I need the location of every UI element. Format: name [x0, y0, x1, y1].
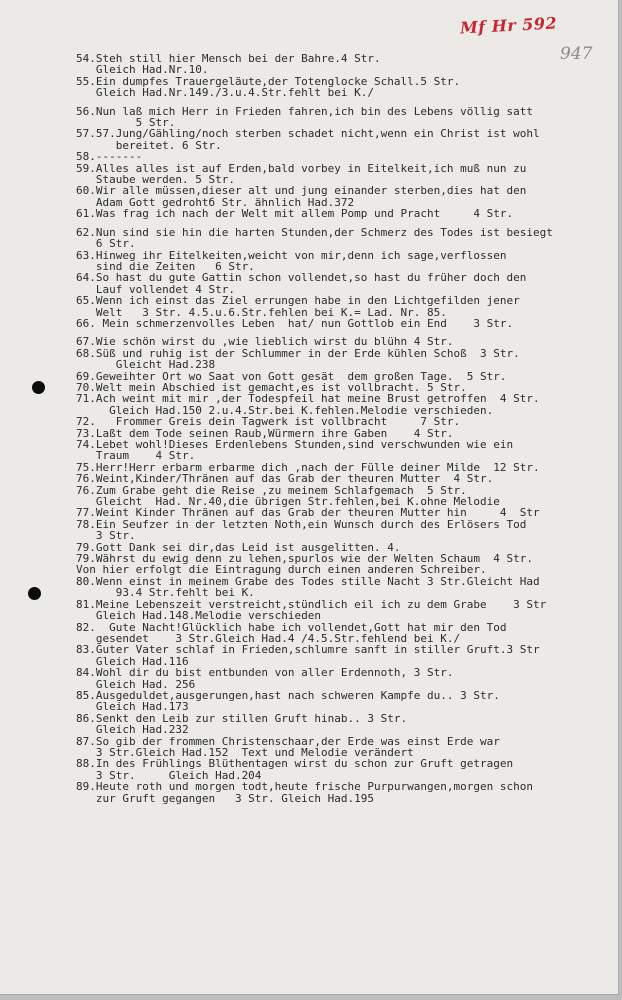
entry-line: 60.Wir alle müssen,dieser alt und jung einander sterben,dies hat den [76, 184, 527, 198]
song-entry [76, 485, 614, 508]
entry-line: Gleicht Had.238 [76, 358, 216, 372]
entry-line: Gleich Had.150 2.u.4.Str.bei K.fehlen.Melodie verschieden. [76, 403, 494, 417]
entry-line: 63.Hinweg ihr Eitelkeiten,weicht von mir,denn ich sage,verflossen [76, 248, 507, 262]
folio-number: 947 [560, 44, 593, 64]
shelfmark-annotation: Mf Hr 592 [459, 13, 558, 38]
song-entry [76, 439, 614, 462]
entry-line: Von hier erfolgt die Eintragung durch einen anderen Schreiber. [76, 563, 487, 577]
song-entry [76, 128, 614, 151]
song-entry [76, 622, 614, 645]
song-entry [76, 393, 614, 416]
song-entry [76, 151, 614, 162]
song-entry [76, 250, 614, 273]
entry-line: gesendet 3 Str.Gleich Had.4 /4.5.Str.fehlend bei K./ [76, 631, 461, 645]
entry-line: 64.So hast du gute Gattin schon vollendet,so hast du früher doch den [76, 271, 527, 285]
punch-hole [32, 381, 45, 394]
song-entry [76, 553, 614, 576]
entry-line: 83.Guter Vater schlaf in Frieden,schlumre sanft in stiller Gruft.3 Str [76, 643, 540, 657]
entry-line: 62.Nun sind sie hin die harten Stunden,der Schmerz des Todes ist besiegt [76, 225, 553, 239]
song-entry [76, 599, 614, 622]
entry-line: Gleich Had.116 [76, 654, 189, 668]
entry-line: 59.Alles alles ist auf Erden,bald vorbey in Eitelkeit,ich muß nun zu [76, 161, 527, 175]
entry-line: Adam Gott gedrohtб Str. ähnlich Had.372 [76, 195, 355, 209]
entry-line: 72. Frommer Greis dein Tagwerk ist vollbracht 7 Str. [76, 415, 461, 429]
song-entry [76, 295, 614, 318]
entry-line: Gleich Had.148.Melodie verschieden [76, 609, 322, 623]
entry-line: Gleich Had.Nr.10. [76, 63, 209, 77]
entry-line: 79.Währst du ewig denn zu lehen,spurlos wie der Welten Schaum 4 Str. [76, 552, 533, 566]
song-entry [76, 227, 614, 250]
entry-line: 88.In des Frühlings Blüthentagen wirst du schon zur Gruft getragen [76, 757, 514, 771]
entry-line: 75.Herr!Herr erbarm erbarme dich ,nach der Fülle deiner Milde 12 Str. [76, 460, 540, 474]
song-entry [76, 416, 614, 427]
song-entry [76, 348, 614, 371]
song-entry [76, 272, 614, 295]
song-entry [76, 690, 614, 713]
entry-line: 82. Gute Nacht!Glücklich habe ich vollendet,Gott hat mir den Tod [76, 620, 507, 634]
entry-line: sind die Zeiten 6 Str. [76, 259, 255, 273]
song-entry [76, 758, 614, 781]
entry-line: 5 Str. [76, 116, 176, 130]
entry-line: 86.Senkt den Leib zur stillen Gruft hinab.. 3 Str. [76, 711, 408, 725]
entry-line: 66. Mein schmerzenvolles Leben hat/ nun Gottlob ein End 3 Str. [76, 316, 514, 330]
song-entry [76, 163, 614, 186]
song-entry [76, 519, 614, 542]
entry-line: Welt 3 Str. 4.5.u.6.Str.fehlen bei K.= Lad. Nr. 85. [76, 305, 447, 319]
entry-line: 76.Weint,Kinder/Thränen auf das Grab der theuren Mutter 4 Str. [76, 472, 494, 486]
entry-line: 69.Geweihter Ort wo Saat von Gott gesät dem großen Tage. 5 Str. [76, 369, 507, 383]
entry-line: 89.Heute roth und morgen todt,heute frische Purpurwangen,morgen schon [76, 780, 533, 794]
song-entry [76, 576, 614, 599]
entry-line: Gleich Had.173 [76, 700, 189, 714]
song-entry [76, 76, 614, 99]
entry-line: 85.Ausgeduldet,ausgerungen,hast nach schweren Kampfe du.. 3 Str. [76, 688, 500, 702]
entry-line: 57.57.Jung/Gähling/noch sterben schadet nicht,wenn ein Christ ist wohl [76, 127, 540, 141]
entry-line: 77.Weint Kinder Thränen auf das Grab der theuren Mutter hin 4 Str [76, 506, 540, 520]
entry-line: 79.Gott Dank sei dir,das Leid ist ausgelitten. 4. [76, 540, 401, 554]
song-entry [76, 736, 614, 759]
song-entry [76, 713, 614, 736]
entry-line: zur Gruft gegangen 3 Str. Gleich Had.195 [76, 791, 375, 805]
entry-line: Gleich Had. 256 [76, 677, 196, 691]
song-entry [76, 185, 614, 208]
song-entry [76, 781, 614, 804]
entry-line: 55.Ein dumpfes Trauergeläute,der Totenglocke Schall.5 Str. [76, 74, 461, 88]
entry-line: Gleich Had.232 [76, 723, 189, 737]
entry-line: 68.Süß und ruhig ist der Schlummer in der Erde kühlen Schoß 3 Str. [76, 346, 520, 360]
entry-line: bereitet. 6 Str. [76, 138, 222, 152]
entry-line: 81.Meine Lebenszeit verstreicht,stündlich eil ich zu dem Grabe 3 Str [76, 597, 547, 611]
entry-line: 56.Nun laß mich Herr in Frieden fahren,ich bin des Lebens völlig satt [76, 104, 533, 118]
entry-line: 67.Wie schön wirst du ,wie lieblich wirst du blühn 4 Str. [76, 335, 454, 349]
song-list [76, 53, 614, 804]
entry-line: 87.So gib der frommen Christenschaar,der Erde was einst Erde war [76, 734, 500, 748]
entry-line: Traum 4 Str. [76, 449, 196, 463]
entry-line: Lauf vollendet 4 Str. [76, 282, 235, 296]
entry-line: Gleich Had.Nr.149./3.u.4.Str.fehlt bei K./ [76, 86, 375, 100]
entry-line: 93.4 Str.fehlt bei K. [76, 586, 255, 600]
entry-line: 74.Lebet wohl!Dieses Erdenlebens Stunden,sind verschwunden wie ein [76, 438, 514, 451]
entry-line: 84.Wohl dir du bist entbunden von aller Erdennoth, 3 Str. [76, 666, 454, 680]
entry-line: 71.Ach weint mit mir ,der Todespfeil hat meine Brust getroffen 4 Str. [76, 392, 540, 406]
entry-line: 6 Str. [76, 237, 136, 251]
song-entry [76, 106, 614, 129]
punch-hole [28, 587, 41, 600]
song-entry [76, 318, 614, 329]
entry-line: Gleicht Had. Nr.40,die übrigen Str.fehlen,bei K.ohne Melodie [76, 495, 500, 509]
entry-line: 3 Str. [76, 529, 136, 543]
song-entry [76, 473, 614, 484]
entry-line: 76.Zum Grabe geht die Reise ,zu meinem Schlafgemach 5 Str. [76, 483, 467, 497]
song-entry [76, 53, 614, 76]
song-entry [76, 208, 614, 219]
entry-line: 3 Str.Gleich Had.152 Text und Melodie verändert [76, 745, 414, 759]
entry-line: 65.Wenn ich einst das Ziel errungen habe in den Lichtgefilden jener [76, 294, 520, 308]
entry-line: 61.Was frag ich nach der Welt mit allem Pomp und Pracht 4 Str. [76, 207, 514, 221]
entry-line: 3 Str. Gleich Had.204 [76, 768, 262, 782]
song-entry [76, 667, 614, 690]
song-entry [76, 644, 614, 667]
entry-line: Staube werden. 5 Str. [76, 173, 235, 187]
entry-line: 70.Welt mein Abschied ist gemacht,es ist vollbracht. 5 Str. [76, 380, 467, 394]
entry-line: 58.------- [76, 150, 143, 164]
entry-line: 54.Steh still hier Mensch bei der Bahre.4 Str. [76, 52, 381, 65]
entry-line: 78.Ein Seufzer in der letzten Noth,ein Wunsch durch des Erlösers Tod [76, 517, 527, 531]
entry-line: 80.Wenn einst in meinem Grabe des Todes stille Nacht 3 Str.Gleicht Had [76, 574, 540, 588]
entry-line: 73.Laßt dem Tode seinen Raub,Würmern ihre Gaben 4 Str. [76, 426, 454, 440]
